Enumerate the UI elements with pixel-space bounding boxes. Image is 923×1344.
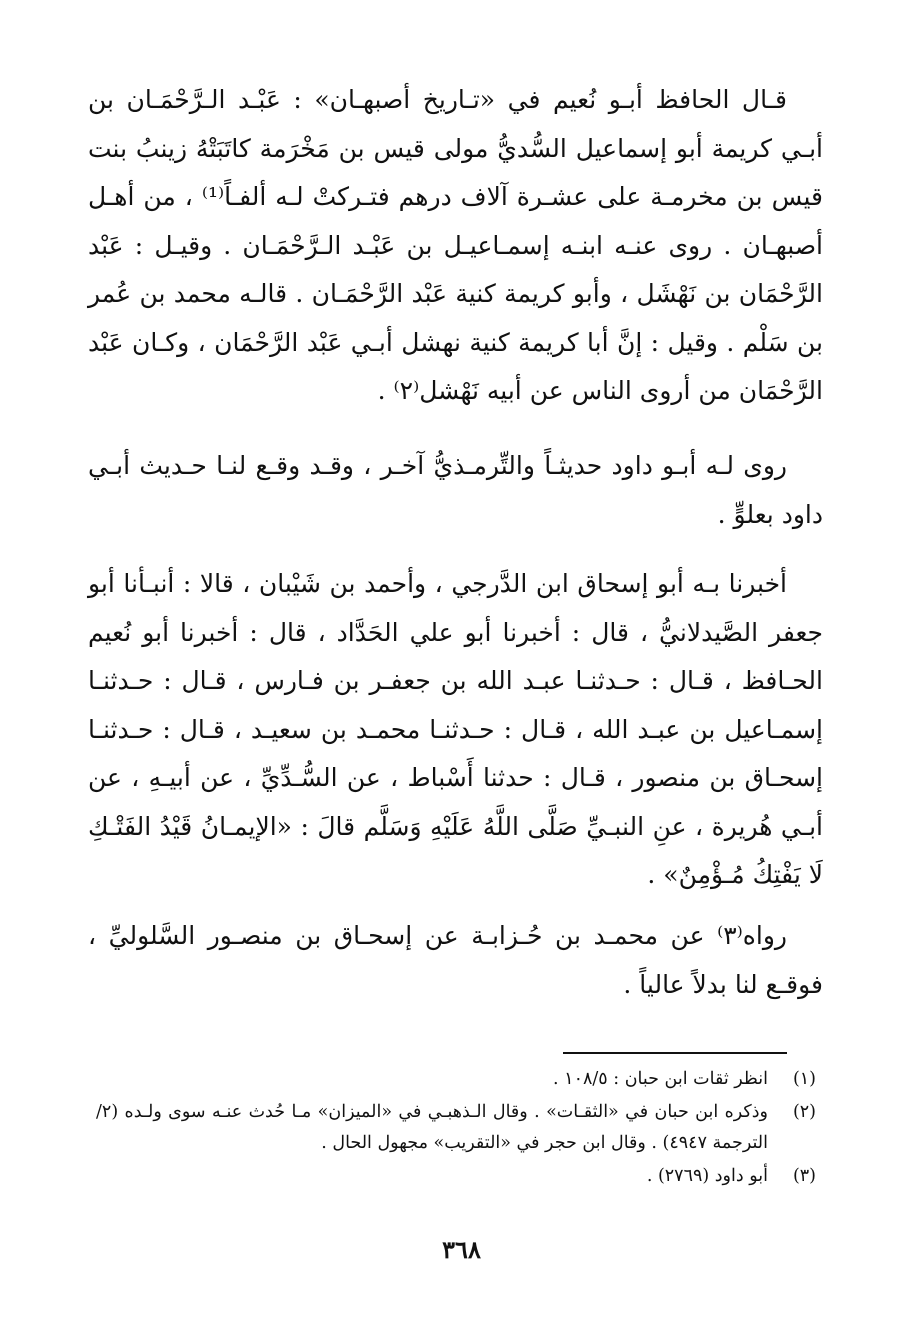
paragraph-narration: روى لـه أبـو داود حديثـاً والتِّرمـذيُّ آخـر ، وقـد وقـع لنـا حـديث أبـي داود بعلوٍّ . bbox=[88, 451, 823, 529]
footnote-text: انظر ثقات ابن حبان : ١٠٨/٥ . bbox=[553, 1069, 768, 1089]
footnote-item bbox=[96, 1097, 816, 1159]
footnote-item bbox=[96, 1161, 816, 1192]
paragraph-biography: قـال الحافظ أبـو نُعيم في «تـاريخ أصبهـان» : عَبْـد الـرَّحْمَـان بن أبـي كريمة أبو إسماعيل السُّديُّ مولى قيس بن مَخْرَمة كاتَبَتْهُ زينبُ بنت قيس بن مخرمـة على عشـرة آلاف درهم فتـركتْ لـه ألفـاً⁽¹⁾ ، من أهـل أصبهـان . روى عنـه ابنـه إسمـاعيـل بن عَبْـد الـرَّحْمَـان . وقيـل : عَبْد الرَّحْمَان بن نَهْشَل ، وأبو كريمة كنية عَبْد الرَّحْمَـان . قالـه محمد بن عُمر بن سَلْم . وقيل : إنَّ أبا كريمة كنية نهشل أبـي عَبْد الرَّحْمَان ، وكـان عَبْد الرَّحْمَان من أروى الناس عن أبيه نَهْشل⁽٢⁾ . bbox=[88, 85, 823, 405]
paragraph-isnad: أخبرنا بـه أبو إسحاق ابن الدَّرجي ، وأحمد بن شَيْبان ، قالا : أنبـأنا أبو جعفر الصَّيدلانيُّ ، قال : أخبرنا أبو علي الحَدَّاد ، قال : أخبرنا أبو نُعيم الحـافظ ، قـال : حـدثنـا عبـد الله بن جعفـر بن فـارس ، قـال : حـدثنـا إسمـاعيل بن عبـد الله ، قـال : حـدثنـا محمـد بن سعيـد ، قـال : حـدثنـا إسحـاق بن منصور ، قـال : حدثنا أَسْباط ، عن السُّـدِّيِّ ، عن أبيـهِ ، عن أبـي هُريرة ، عنِ النبـيِّ صَلَّى اللَّهُ عَلَيْهِ وَسَلَّم قالَ : «الإيمـانُ قَيْدُ الفَتْـكِ لَا يَفْتِكُ مُـؤْمِنٌ» . bbox=[88, 569, 823, 889]
footnotes bbox=[96, 1064, 816, 1194]
footnote-divider bbox=[563, 1052, 787, 1054]
page-number: ٣٦٨ bbox=[442, 1235, 481, 1264]
footnote-number: (١) bbox=[792, 1069, 816, 1089]
footnote-number: (٢) bbox=[792, 1102, 816, 1122]
paragraph-riwaya: رواه⁽٣⁾ عن محمـد بن حُـزابـة عن إسحـاق بن منصـور السَّلوليِّ ، فوقـع لنا بدلاً عالياً . bbox=[88, 921, 823, 999]
footnote-number: (٣) bbox=[792, 1166, 816, 1186]
footnote-item bbox=[96, 1064, 816, 1095]
footnote-text: وذكره ابن حبان في «الثقـات» . وقال الـذهبـي في «الميزان» مـا حُدث عنـه سوى ولـده (٢/الترجمة ٤٩٤٧) . وقال ابن حجر في «التقريب» مجهول الحال . bbox=[96, 1102, 768, 1153]
footnote-text: أبو داود (٢٧٦٩) . bbox=[646, 1166, 768, 1186]
